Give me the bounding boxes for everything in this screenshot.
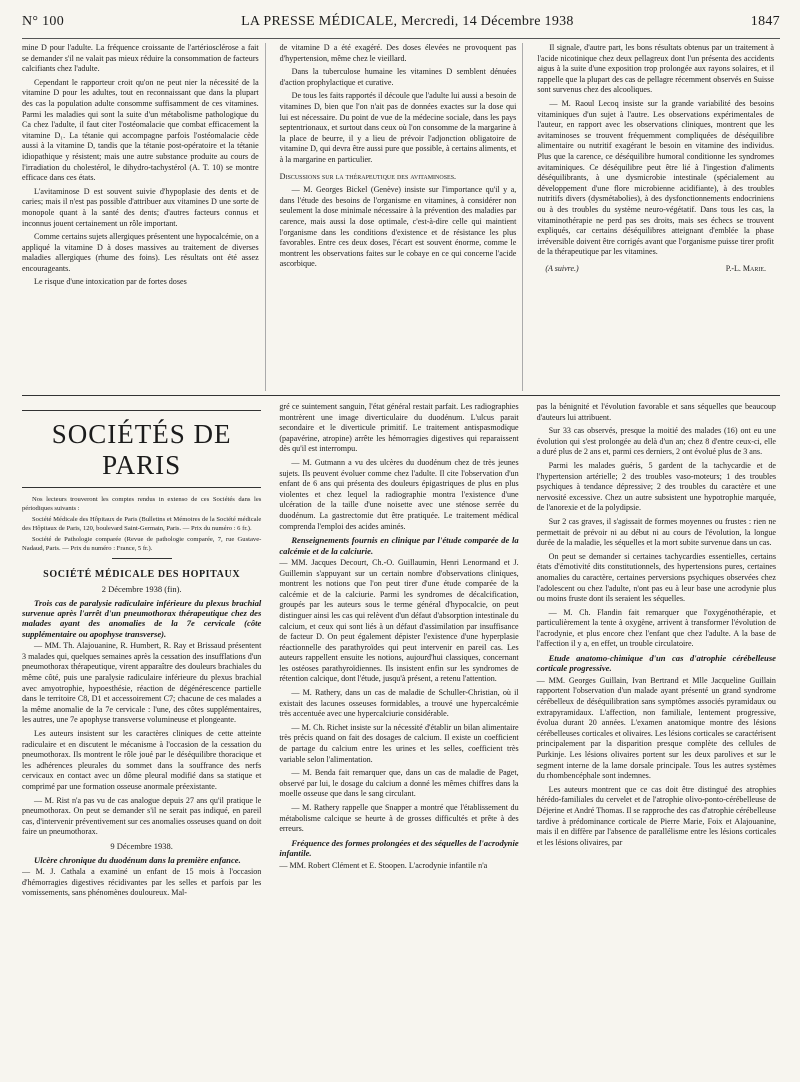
- paragraph: — M. Gutmann a vu des ulcères du duodénum chez de très jeunes sujets. Ils peuvent évoluer comme chez l'adulte. Il cite l'observation d'un enfant de 6 ans qui présenta des douleurs épigastriques de plus en plus violentes et chez lequel la radiographie montra l'existence d'une ulcération de la taille d'une noisette avec une sténose serrée du duodénum. La gastrectomie dut être pratiquée. Le traitement médical comprenda l'emploi des acides aminés.: [279, 457, 519, 531]
- discussion-heading: Discussions sur la thérapeutique des avitaminoses.: [279, 171, 457, 181]
- paragraph: On peut se demander si certaines tachycardies essentielles, certains états d'émotivité dits constitutionnels, des hypertensions pures, certaines anomalies du caractère, certaines perversions psychiques observées chez l'adolescent ou chez l'adulte, n'ont pas eu à leur base une acrodynie plus ou moins fruste dont ils seraient les séquelles.: [536, 551, 776, 604]
- paragraph: de vitamine D a été exagéré. Des doses élevées ne provoquent pas d'hypertension, même chez le vieillard.: [279, 43, 517, 63]
- paragraph: Sur 2 cas graves, il s'agissait de formes moyennes ou frustes : rien ne permettait de prévoir ni au début ni au cours de l'évolution, la longue durée de la maladie, les séquelles et la mort subite survenue dans un cas.: [536, 516, 776, 548]
- issue-number: N° 100: [22, 14, 65, 29]
- paragraph: Dans la tuberculose humaine les vitamines D semblent dénuées d'action prophylactique et curative.: [279, 67, 517, 87]
- paragraph: mine D pour l'adulte. La fréquence croissante de l'artériosclérose a fait se demander s'il ne valait pas mieux réduire la consommation de facteurs calcifiants chez l'adulte.: [22, 43, 259, 74]
- communication-title: Etude anatomo-chimique d'un cas d'atrophie cérébelleuse corticale progressive.: [536, 653, 776, 674]
- paragraph: gré ce suintement sanguin, l'état général restait parfait. Les radiographies montrèrent une image diverticulaire du duodénum. L'ulcus parait secondaire et le diverticule primitif. Le traitement antispasmodique (papavérine, atropine) arrête les hémorragies digestives qui reparaissent dès qu'il est interrompu.: [279, 402, 519, 454]
- communication-title: Fréquence des formes prolongées et des séquelles de l'acrodynie infantile.: [279, 837, 519, 859]
- section-divider: [22, 395, 780, 396]
- paragraph: Les auteurs montrent que ce cas doit être distingué des atrophies hérédo-familiales du cervelet et de l'atrophie olivo-ponto-cérébelleuse de Déjerine et André Thomas. Il se rapproche des cas d'atrophie cérébelleuse tardive à prédominance corticale de Pierre Marie, Foix et Alajouanine, mais il en diffère par l'absence de parallélisme entre les lésions corticales et les lésions olivaires, par: [536, 784, 776, 847]
- paragraph: — M. Benda fait remarquer que, dans un cas de maladie de Paget, observé par lui, le dosage du calcium a donné les mêmes chiffres dans la moelle osseuse que dans le sang circulant.: [279, 768, 519, 799]
- paragraph: — MM. Georges Guillain, Ivan Bertrand et Mlle Jacqueline Guillain rapportent l'observation d'un malade ayant présenté un grand syndrome cérébelleux de déséquilibration sans symptômes associés pyramidaux ou extrapyramidaux. L'affection, non familiale, lentement progressive, évolua durant 20 années. L'examen anatomique montre des lésions cérébelleuses corticales et olivaires. Les lésions corticales se caractérisent principalement par la disparition presque complète des cellules de Purkinje. Les lésions olivaires portent sur les deux parolives et sur le segment interne de la lame dorsale principale. Tous les autres systèmes du rhombencéphale sont indemnes.: [536, 675, 776, 781]
- session-date: 2 Décembre 1938 (fin).: [101, 583, 182, 594]
- communication-title: Ulcère chronique du duodénum dans la première enfance.: [34, 854, 241, 865]
- paragraph: — MM. Jacques Decourt, Ch.-O. Guillaumin, Henri Lenormand et J. Guillemin s'appuyant sur un certain nombre d'observations cliniques, montrent les notions que l'on peut tirer d'une étude comparée de la calcémie et de la calciurie. Parmi les syndromes de décalcification, groupés par les auteurs sous le terme général d'hypocalcie, on peut distinguer ainsi les cas qui relèvent d'un défaut d'absorption intestinale du calcium, et ceux qui sont liés à un défaut d'assimilation par insuffisance de facteur D. On peut également dépister l'existence d'une hyperplasie réactionnelle des parathyroïdes qui peut intervenir en pareil cas. Les auteurs rappellent ensuite les notions, aujourd'hui classiques, concernant les ostéoses parathyroïdiennes. Ils insistent enfin sur les syndromes de rétention calcique, dont l'étude, jusqu'à présent, a retenu l'attention.: [279, 557, 519, 684]
- paragraph: De tous les faits rapportés il découle que l'adulte lui aussi a besoin de vitamines D, bien que l'on n'ait pas de données exactes sur la dose qui lui est nécessaire. Du point de vue de la médecine sociale, dans les pays septentrionaux, et surtout dans ceux où l'on consomme de la margarine à la place de beurre, il y a lieu de prévoir l'adjonction obligatoire de vitamine D, qui devra être aussi pure que possible, à certains aliments, et à la margarine en particulier.: [279, 91, 517, 164]
- top-columns: [22, 43, 780, 391]
- paragraph: Cependant le rapporteur croit qu'on ne peut nier la nécessité de la vitamine D pour les adultes, tout en reconnaissant que dans la plupart des cas la population adulte consomme suffisamment de ces vitamines. Parmi les maladies qui sont la suite d'un métabolisme pathologique du Ca chez l'adulte, il faut citer l'ostéomalacie que combat efficacement la vitamine D₁. La tétanie qui accompagne parfois l'ostéomalacie cède aussi à la vitamine D, tandis que la tétanie post-opératoire et la tétanie idiopathique y résistent; mais une autre substance produite au cours de l'irradiation du cholestérol, le dihydro-tachystérol (A. T. 10) se montre efficace dans ces états.: [22, 77, 259, 183]
- paragraph: Comme certains sujets allergiques présentent une hypocalcémie, on a appliqué la vitamine D à doses massives au traitement de diverses maladies allergiques (rhume des foins). Les résultats ont été assez encourageants.: [22, 232, 259, 273]
- paragraph: — MM. Robert Clément et E. Stoopen. L'acrodynie infantile n'a: [279, 860, 488, 870]
- short-divider: [112, 558, 172, 559]
- paragraph: — M. Rathery rappelle que Snapper a montré que l'établissement du métabolisme calcique se heurte à de grosses difficultés et prête à des erreurs.: [279, 803, 519, 834]
- bottom-column-3: [537, 402, 780, 1082]
- page-header: [22, 14, 780, 39]
- page-number: 1847: [750, 14, 780, 29]
- session-date: 9 Décembre 1938.: [110, 840, 173, 851]
- article-signature-row: [537, 264, 774, 273]
- societes-entry: Société Médicale des Hôpitaux de Paris (Bulletins et Mémoires de la Société médicale des Hôpitaux de Paris, 120, boulevard Saint-Germain, Paris. — Prix du numéro : 6 fr.).: [22, 516, 262, 532]
- journal-title: LA PRESSE MÉDICALE, Mercredi, 14 Décembre 1938: [241, 14, 574, 29]
- paragraph: — M. J. Cathala a examiné un enfant de 15 mois à l'occasion d'hémorragies digestives récidivantes par les selles et parfois par les vomissements, sans phénomènes douloureux. Mal-: [22, 867, 262, 898]
- paragraph: — M. Rist n'a pas vu de cas analogue depuis 27 ans qu'il pratique le pneumothorax. On peut se demander s'il ne serait pas indiqué, en pareil cas, d'intervenir préventivement sur ces anomalies osseuses quand on doit faire un pneumothorax.: [22, 795, 262, 837]
- paragraph: Sur 33 cas observés, presque la moitié des malades (16) ont eu une évolution qui s'est prolongée au delà d'un an; chez 8 d'entre ceux-ci, elle a duré plus de 2 ans et, parmi ces derniers, 2 ont évolué plus de 3 ans.: [536, 426, 776, 457]
- top-column-2: [280, 43, 524, 391]
- paragraph: Le risque d'une intoxication par de fortes doses: [34, 277, 187, 287]
- communication-title: Renseignements fournis en clinique par l'étude comparée de la calcémie et de la calciurie.: [279, 535, 519, 556]
- paragraph: — M. Ch. Richet insiste sur la nécessité d'établir un bilan alimentaire très précis quand on fait des dosages de calcium. Il existe un coefficient de partage du calcium entre les urines et les selles, coefficient très variable selon l'alimentation.: [279, 722, 519, 764]
- author-signature: P.-L. Marie.: [725, 263, 767, 273]
- paragraph: Les auteurs insistent sur les caractères cliniques de cette atteinte radiculaire et en discutent le mécanisme à l'occasion de la cessation du pneumothorax. Ils montrent le rôle joué par le déséquilibre thoracique et les adhérences pleurales du sommet dans la souffrance des nerfs cervicaux en contact avec un dôme pleural modifié dans sa statique et comprimé par une formation osseuse anormale préexistante.: [22, 728, 262, 791]
- paragraph: — M. Raoul Lecoq insiste sur la grande variabilité des besoins vitaminiques d'un sujet à l'autre. Les observations expérimentales de l'auteur, en rapport avec les observations cliniques, montrent que les avitaminoses se trouvent fréquemment compliquées de déséquilibre alimentaire ou nutritif exagérant le besoin en vitamine des individus. Plus que la carence, ce déséquilibre humoral conditionne les syndromes avitaminiques. Ce déséquilibre peut être lié à l'ingestion d'aliments déséquilibrants, à une dysmicrobie intestinale (spécialement au développement d'une flore microbienne acidifiante), à des troubles nutritifs divers (dysmétabolies), à des dysfonctionnements endocriniens ou à des troubles du système neuro-végétatif. Dans tous les cas, la vitaminothérapie ne perd pas ses droits, mais ses échecs se trouvent expliqués, car certains déséquilibres atteignant d'emblée la phase irréversible doivent être corrigés avant que l'organisme puisse tirer profit de la thérapeutique par les vitamines.: [537, 98, 775, 257]
- top-column-3: [537, 43, 780, 391]
- societes-entry: Société de Pathologie comparée (Revue de pathologie comparée, 7, rue Gustave-Nadaud, Paris. — Prix du numéro : France, 5 fr.).: [22, 536, 262, 552]
- communication-title: Trois cas de paralysie radiculaire inférieure du plexus brachial survenue après l'arrêt d'un pneumothorax thérapeutique chez des malades ayant des anomalies de la 7e cervicale (côte supplémentaire ou apophyse transverse).: [22, 597, 262, 639]
- paragraph: — M. Rathery, dans un cas de maladie de Schuller-Christian, où il existait des lacunes osseuses formidables, a trouvé une hypercalcémie très accentuée avec une hypercalciurie considérable.: [279, 688, 519, 719]
- paragraph: pas la bénignité et l'évolution favorable et sans séquelles que beaucoup d'auteurs lui attribuent.: [536, 402, 776, 422]
- continued-note: (A suivre.): [545, 263, 579, 273]
- society-heading: SOCIÉTÉ MÉDICALE DES HOPITAUX: [43, 568, 241, 580]
- top-column-1: [22, 43, 266, 391]
- paragraph: Il signale, d'autre part, les bons résultats obtenus par un traitement à l'acide nicotinique chez deux pellagreux dont l'un présenta des accidents aigus à la suite d'une exposition trop prolongée aux rayons solaires, et il rappelle que la plupart des cas de pellagre récemment observés en Suisse sont survenus chez des alcooliques.: [537, 43, 775, 95]
- bottom-columns: [22, 402, 780, 1082]
- paragraph: Parmi les malades guéris, 5 gardent de la tachycardie et de l'hypertension artérielle; 2 des troubles vaso-moteurs; 1 des troubles psychiques à tendance dépressive; 2 des troubles du caractère et une nervosité excessive. Chez un autre subsistent une hypotrophie marquée, de l'anorexie et de la polydipsie.: [536, 460, 776, 513]
- paragraph: — MM. Th. Alajouanine, R. Humbert, R. Ray et Brissaud présentent 3 malades qui, quelques semaines après la cessation des insufflations d'un pneumothorax thérapeutique, virent apparaître des douleurs brachiales du même côté, puis une paralysie radiculaire inférieure du plexus brachial avec amyotrophie, hypoesthésie, réaction de dégénérescence partielle dans le territoire C8, D1 et accessoirement C7; chacune de ces malades a la même anomalie de la 7e cervicale : l'une, des côtes supplémentaires, les autres, une 7e apophyse transverse volumineuse et plongeante.: [22, 641, 262, 725]
- bottom-column-1: [22, 402, 265, 1082]
- societes-intro: Nos lecteurs trouveront les comptes rendus in extenso de ces Sociétés dans les périodiques suivants :: [22, 496, 262, 512]
- societes-title: SOCIÉTÉS DE PARIS: [22, 410, 261, 488]
- paragraph: — M. Ch. Flandin fait remarquer que l'oxygénothérapie, et particulièrement la tente à oxygène, arrivent à transformer l'évolution de l'acrodynie, et plus encore chez l'enfant que chez l'adulte. A la base de l'affection il y a, en effet, un trouble circulatoire.: [536, 607, 776, 649]
- paragraph: — M. Georges Bickel (Genève) insiste sur l'importance qu'il y a, dans l'étude des besoins de l'organisme en vitamines, à considérer non seulement la dose minimale nécessaire à la prévention des maladies par carence, mais aussi la dose optimale, c'est-à-dire celle qui maintient l'organisme dans les conditions d'existence et de résistance les plus favorables. Entre ces deux doses, l'écart est souvent énorme, comme le montrent les observations faites sur le cobaye en ce qui concerne l'acide ascorbique.: [279, 185, 517, 269]
- paragraph: L'avitaminose D est souvent suivie d'hypoplasie des dents et de caries; mais il n'est pas possible d'attribuer aux vitamines D une sorte de monopole quant à la santé des dents; d'autres facteurs connus et inconnus jouent certainement un rôle important.: [22, 186, 259, 228]
- bottom-column-2: [279, 402, 522, 1082]
